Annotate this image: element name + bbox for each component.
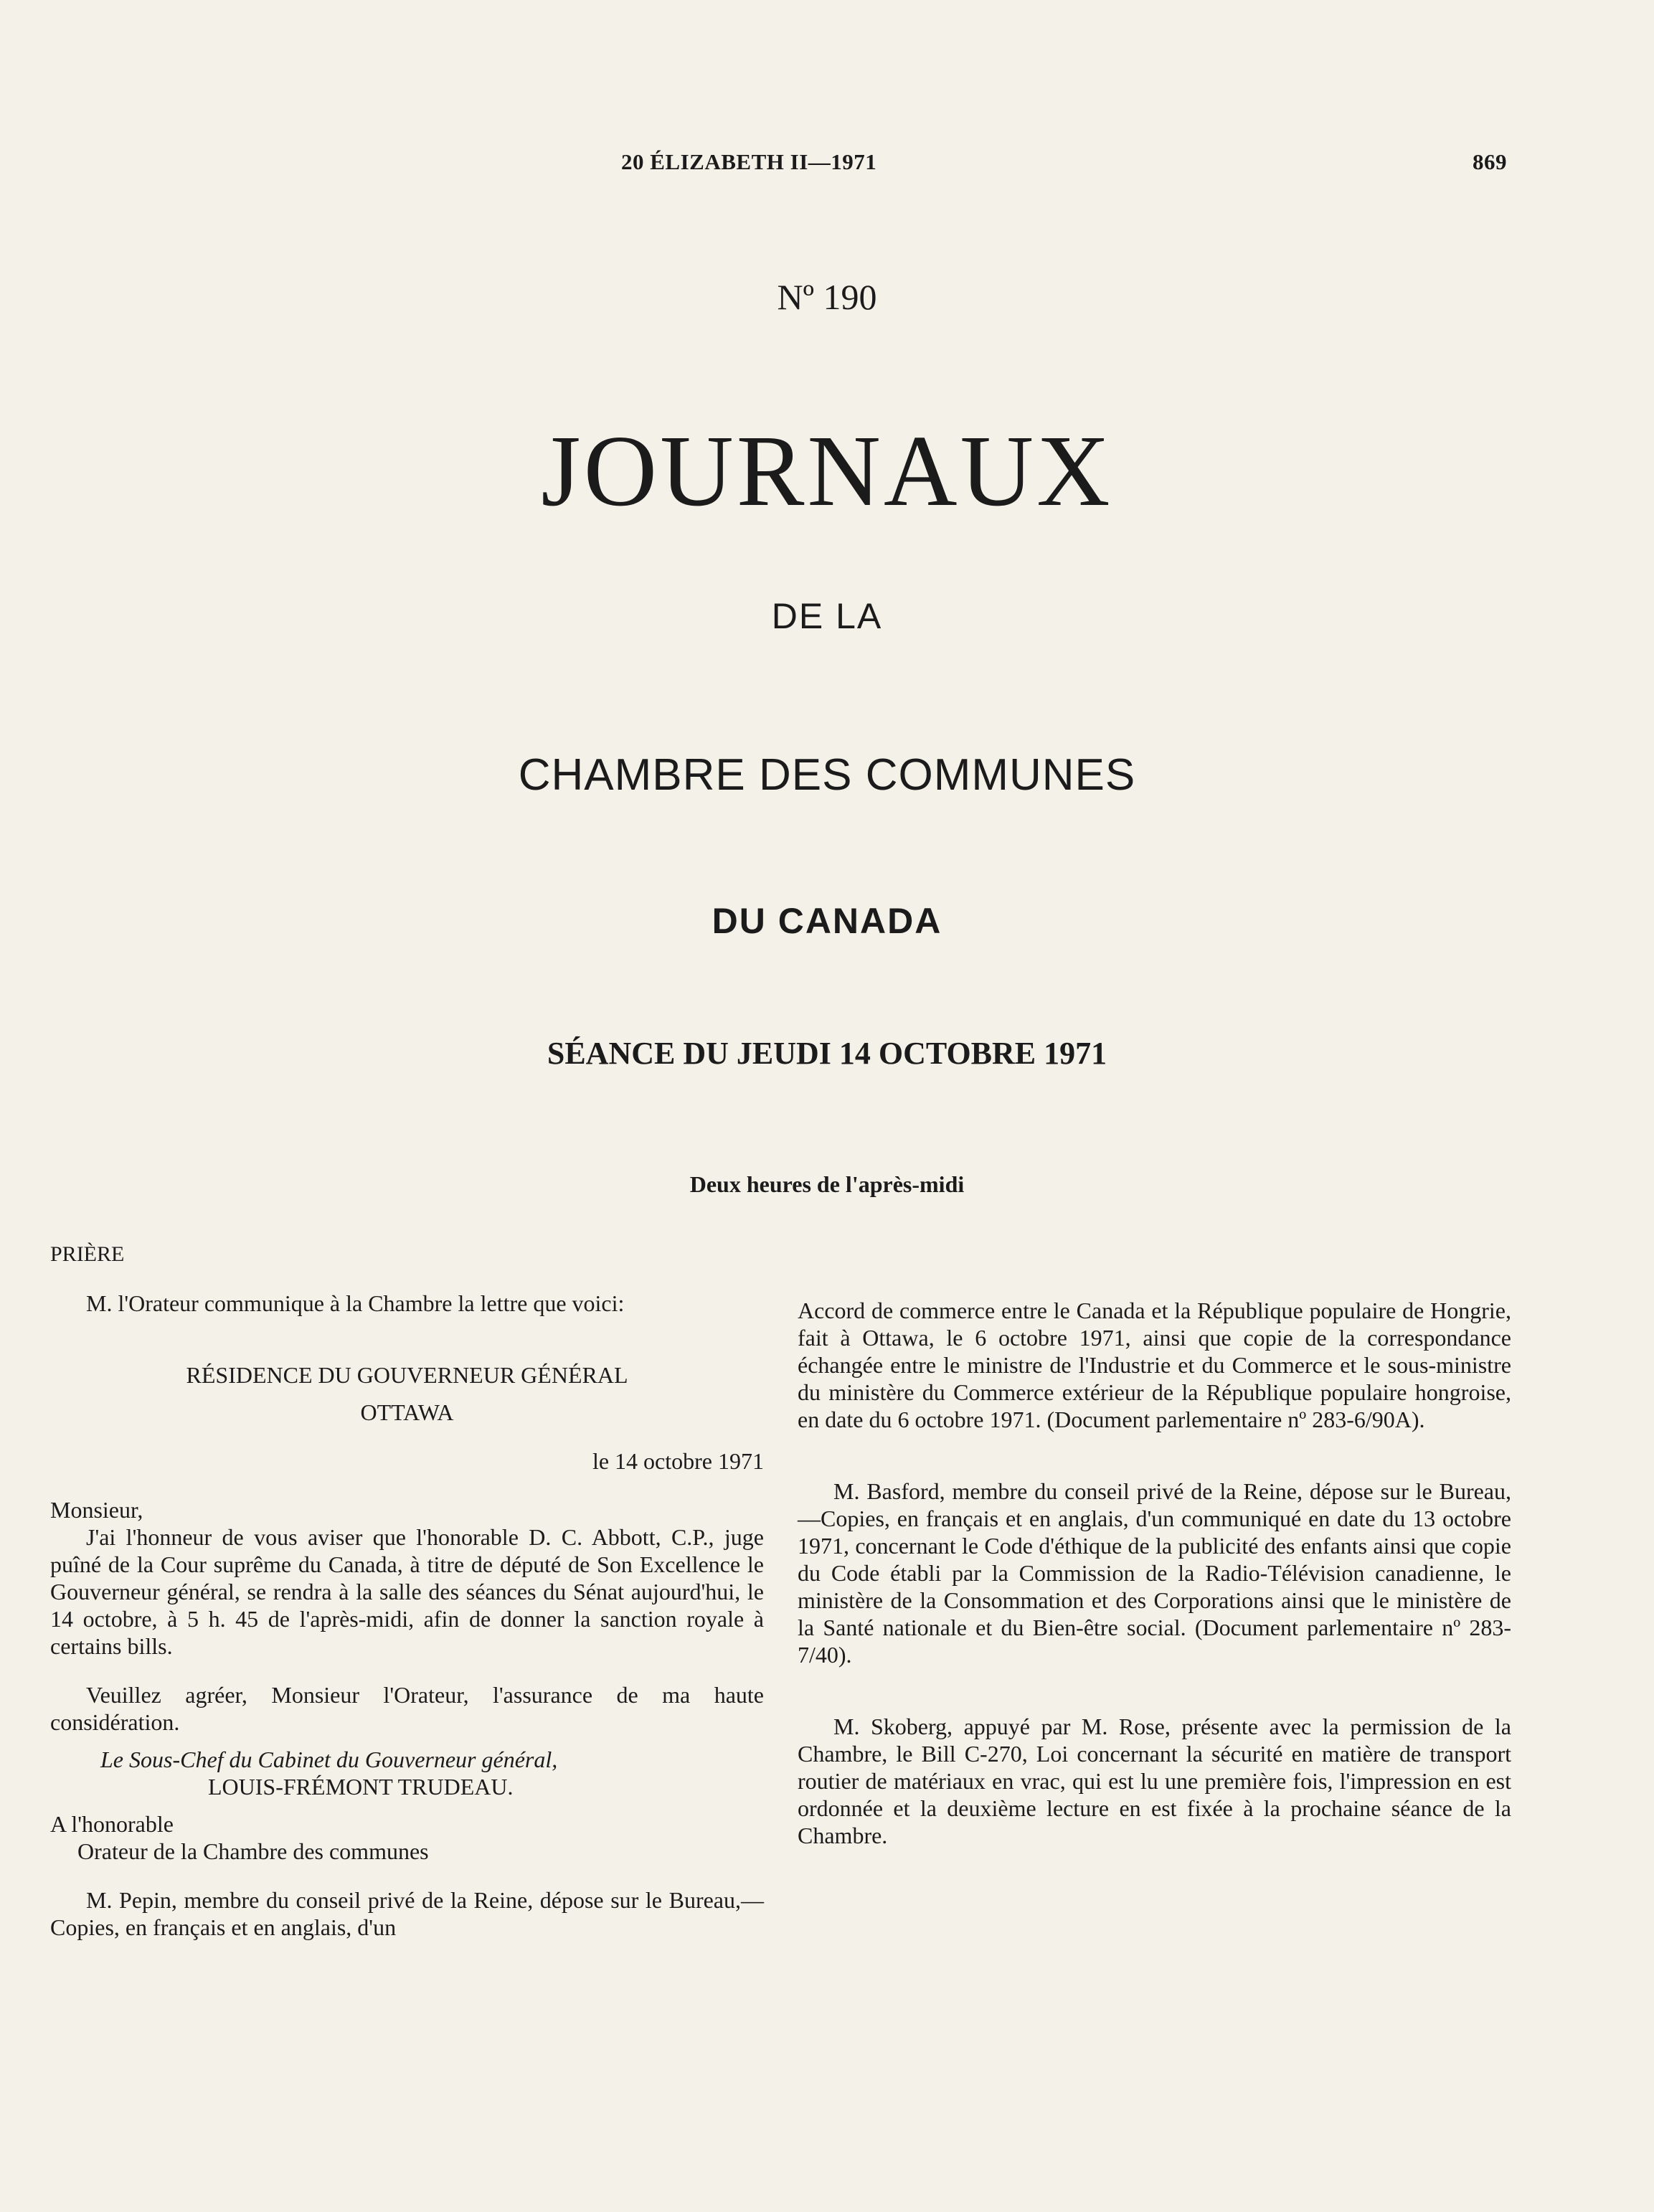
- chamber-name: CHAMBRE DES COMMUNES: [518, 750, 1136, 800]
- letter-closing: Veuillez agréer, Monsieur l'Orateur, l'assurance de ma haute considération.: [50, 1682, 764, 1735]
- issue-number: Nº 190: [777, 277, 877, 317]
- accord-continuation: Accord de commerce entre le Canada et la République populaire de Hongrie, fait à Ottawa, le 6 octobre 1971, ainsi que copie de la correspondance échangée entre le ministre de l'Industrie et du Commerce et le sous-ministre du ministère du Commerce extérieur de la République populaire hongroise, en date du 6 octobre 1971. (Document parlementaire nº 283-6/90A).: [798, 1298, 1511, 1432]
- basford-paragraph: M. Basford, membre du conseil privé de la Reine, dépose sur le Bureau,—Copies, en français et en anglais, d'un communiqué en date du 13 octobre 1971, concernant le Code d'éthique de la publicité des enfants ainsi que copie du Code établi par la Commission de la Radio-Télévision canadienne, le ministère de la Consommation et des Corporations ainsi que le ministère de la Santé nationale et du Bien-être social. (Document parlementaire nº 283-7/40).: [798, 1478, 1511, 1668]
- letter-salutation: Monsieur,: [50, 1497, 143, 1523]
- letter-date-text: le 14 octobre 1971: [592, 1448, 764, 1474]
- residence-city: OTTAWA: [360, 1399, 454, 1425]
- addressee-line-1: A l'honorable: [50, 1811, 174, 1837]
- running-header-title: 20 ÉLIZABETH II—1971: [621, 149, 877, 174]
- left-column: [50, 1241, 764, 1941]
- title-connector: DE LA: [771, 596, 883, 636]
- signature-title: Le Sous-Chef du Cabinet du Gouverneur général,: [100, 1747, 558, 1772]
- skoberg-paragraph: M. Skoberg, appuyé par M. Rose, présente avec la permission de la Chambre, le Bill C-270, Loi concernant la sécurité en matière de transport routier de matériaux en vrac, qui est lu une première fois, l'impression en est ordonnée et la deuxième lecture en est fixée à la prochaine séance de la Chambre.: [798, 1714, 1511, 1848]
- right-column: [798, 1297, 1511, 1849]
- pepin-paragraph: M. Pepin, membre du conseil privé de la Reine, dépose sur le Bureau,—Copies, en français et en anglais, d'un: [50, 1887, 764, 1940]
- speaker-intro: M. l'Orateur communique à la Chambre la lettre que voici:: [86, 1290, 625, 1316]
- residence-heading: RÉSIDENCE DU GOUVERNEUR GÉNÉRAL: [186, 1362, 628, 1388]
- addressee-line-2: Orateur de la Chambre des communes: [77, 1838, 429, 1864]
- prayer-heading: PRIÈRE: [50, 1242, 125, 1266]
- signature-name: LOUIS-FRÉMONT TRUDEAU.: [208, 1774, 514, 1800]
- page-number: 869: [1473, 149, 1507, 174]
- letter-body: J'ai l'honneur de vous aviser que l'honorable D. C. Abbott, C.P., juge puîné de la Cour suprême du Canada, à titre de député de Son Excellence le Gouverneur général, se rendra à la salle des séances du Sénat aujourd'hui, le 14 octobre, à 5 h. 45 de l'après-midi, afin de donner la sanction royale à certains bills.: [50, 1524, 764, 1659]
- country-name: DU CANADA: [712, 901, 942, 941]
- letter-date: [50, 1447, 764, 1475]
- session-heading: SÉANCE DU JEUDI 14 OCTOBRE 1971: [547, 1036, 1107, 1071]
- journal-title: JOURNAUX: [541, 414, 1113, 527]
- session-time: Deux heures de l'après-midi: [689, 1171, 965, 1197]
